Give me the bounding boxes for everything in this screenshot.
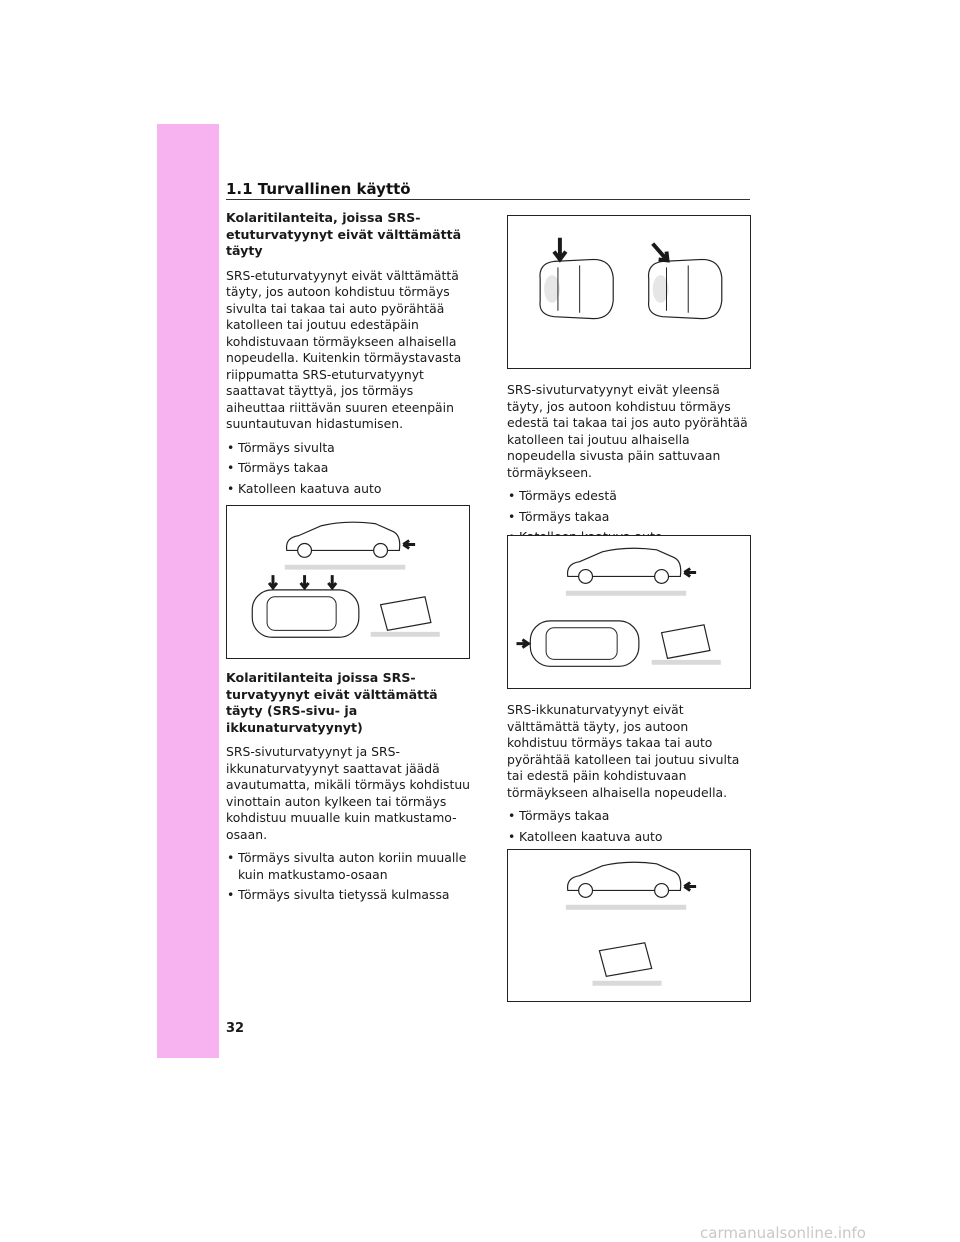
bullet-item: • Törmäys sivulta auton koriin muualle kuin matkustamo-osaan: [226, 850, 476, 883]
right-bullets-2: [507, 808, 751, 845]
bullet-item: • Katolleen kaatuva auto: [226, 481, 476, 498]
watermark: carmanualsonline.info: [700, 1224, 866, 1242]
section2-bullets: [226, 850, 476, 904]
figure-side-rear-rollover: [226, 505, 470, 659]
page-number: 32: [226, 1021, 245, 1036]
bullet-item: • Törmäys takaa: [226, 460, 476, 477]
left-column: [226, 210, 476, 501]
section1-bullets: [226, 440, 476, 498]
figure-oblique-side-impact: [507, 215, 751, 369]
right-para-1: SRS-sivuturvatyynyt eivät yleensä täyty, jos autoon kohdistuu törmäys edestä tai takaa tai jos auto pyörähtää katolleen tai joutuu alhaisella nopeudella sivusta päin sattuvaan törmäykseen.: [507, 382, 748, 480]
figure-rear-rollover: [507, 849, 751, 1002]
section1-title: Kolaritilanteita, joissa SRS-etuturvatyynyt eivät välttämättä täyty: [226, 210, 462, 258]
header-rule: [226, 199, 750, 200]
bullet-item: • Törmäys edestä: [507, 488, 751, 505]
page-header: 1.1 Turvallinen käyttö: [226, 180, 411, 198]
right-column-upper: [507, 382, 751, 550]
right-column-lower: [507, 702, 751, 849]
bullet-item: • Törmäys sivulta: [226, 440, 476, 457]
bullet-item: • Törmäys takaa: [507, 808, 751, 825]
bullet-item: • Törmäys sivulta tietyssä kulmassa: [226, 887, 476, 904]
figure-front-rear-rollover: [507, 535, 751, 689]
left-column-lower: [226, 670, 476, 908]
bullet-item: • Katolleen kaatuva auto: [507, 829, 751, 846]
bullet-item: • Törmäys takaa: [507, 509, 751, 526]
side-tab: [157, 124, 219, 1058]
section1-body: SRS-etuturvatyynyt eivät välttämättä täyty, jos autoon kohdistuu törmäys sivulta tai takaa tai auto pyörähtää katolleen tai joutuu edestäpäin kohdistuvaan törmäykseen alhaisella nopeudella. Kuitenkin törmäystavasta riippumatta SRS-etuturvatyynyt saattavat täyttyä, jos törmäys aiheuttaa riittävän suuren eteenpäin suuntautuvan hidastumisen.: [226, 267, 462, 431]
right-para-2: SRS-ikkunaturvatyynyt eivät välttämättä täyty, jos autoon kohdistuu törmäys takaa tai auto pyörähtää katolleen tai joutuu sivulta tai edestä päin kohdistuvaan törmäykseen alhaisella nopeudella.: [507, 702, 740, 800]
section2-title: Kolaritilanteita joissa SRS-turvatyynyt eivät välttämättä täyty (SRS-sivu- ja ikkunaturvatyynyt): [226, 670, 438, 735]
section2-body: SRS-sivuturvatyynyt ja SRS-ikkunaturvatyynyt saattavat jäädä avautumatta, mikäli törmäys kohdistuu vinottain auton kylkeen tai törmäys kohdistuu muualle kuin matkustamo-osaan.: [226, 744, 471, 842]
